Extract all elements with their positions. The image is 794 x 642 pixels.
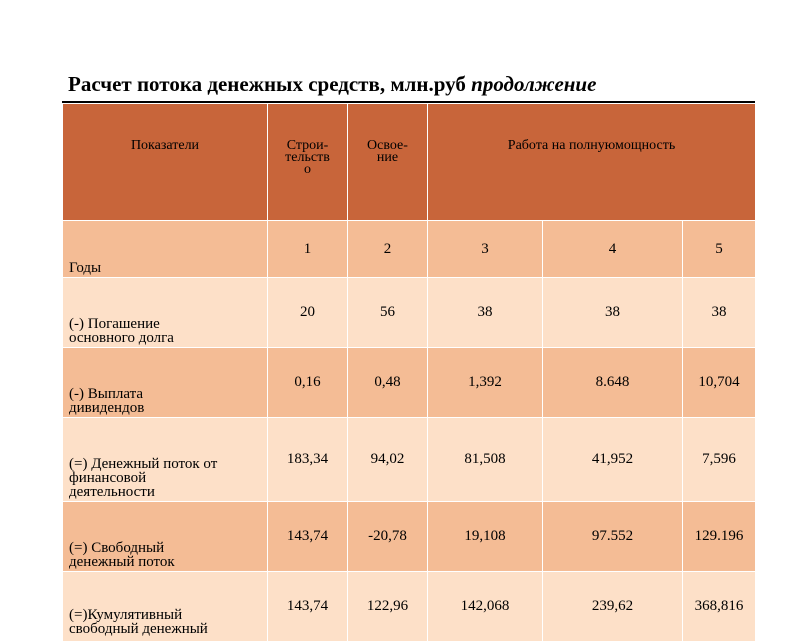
cell-value: 81,508 xyxy=(428,418,543,502)
cell-value: 4 xyxy=(543,221,683,278)
cell-value: 8.648 xyxy=(543,348,683,418)
cell-value: 20 xyxy=(268,278,348,348)
cell-value: 122,96 xyxy=(348,572,428,642)
row-label: (=) Свободный денежный поток xyxy=(63,502,268,572)
cell-value: -20,78 xyxy=(348,502,428,572)
cell-value: 1,392 xyxy=(428,348,543,418)
cell-value: 183,34 xyxy=(268,418,348,502)
cell-value: 2 xyxy=(348,221,428,278)
cell-value: 38 xyxy=(543,278,683,348)
cell-value: 19,108 xyxy=(428,502,543,572)
header-full-capacity: Работа на полнуюмощность xyxy=(428,104,756,221)
row-label: (-) Погашение основного долга xyxy=(63,278,268,348)
header-construction: Строи- тельств о xyxy=(268,104,348,221)
title-main: Расчет потока денежных средств, млн.руб xyxy=(68,72,466,96)
header-indicators: Показатели xyxy=(63,104,268,221)
table-row-financing-cash-flow xyxy=(63,418,756,502)
cell-value: 1 xyxy=(268,221,348,278)
row-label: Годы xyxy=(63,221,268,278)
cell-value: 10,704 xyxy=(683,348,756,418)
header-row xyxy=(63,104,756,221)
page-title xyxy=(68,72,596,97)
cell-value: 0,16 xyxy=(268,348,348,418)
cell-value: 143,74 xyxy=(268,502,348,572)
cell-value: 3 xyxy=(428,221,543,278)
cell-value: 38 xyxy=(428,278,543,348)
cell-value: 368,816 xyxy=(683,572,756,642)
table-row-dividends xyxy=(63,348,756,418)
cell-value: 41,952 xyxy=(543,418,683,502)
cell-value: 97.552 xyxy=(543,502,683,572)
cell-value: 5 xyxy=(683,221,756,278)
table-row-debt-repayment xyxy=(63,278,756,348)
table-row-cumulative-free-cash-flow xyxy=(63,572,756,642)
cell-value: 7,596 xyxy=(683,418,756,502)
cell-value: 56 xyxy=(348,278,428,348)
cell-value: 143,74 xyxy=(268,572,348,642)
cell-value: 239,62 xyxy=(543,572,683,642)
table-row-years xyxy=(63,221,756,278)
cell-value: 94,02 xyxy=(348,418,428,502)
cash-flow-table xyxy=(62,103,756,642)
row-label: (=) Денежный поток от финансовой деятельности xyxy=(63,418,268,502)
row-label: (-) Выплата дивидендов xyxy=(63,348,268,418)
title-continuation: продолжение xyxy=(471,72,597,96)
table-row-free-cash-flow xyxy=(63,502,756,572)
row-label: (=)Кумулятивный свободный денежный xyxy=(63,572,268,642)
cell-value: 142,068 xyxy=(428,572,543,642)
cell-value: 38 xyxy=(683,278,756,348)
cell-value: 0,48 xyxy=(348,348,428,418)
cell-value: 129.196 xyxy=(683,502,756,572)
header-development: Освое- ние xyxy=(348,104,428,221)
